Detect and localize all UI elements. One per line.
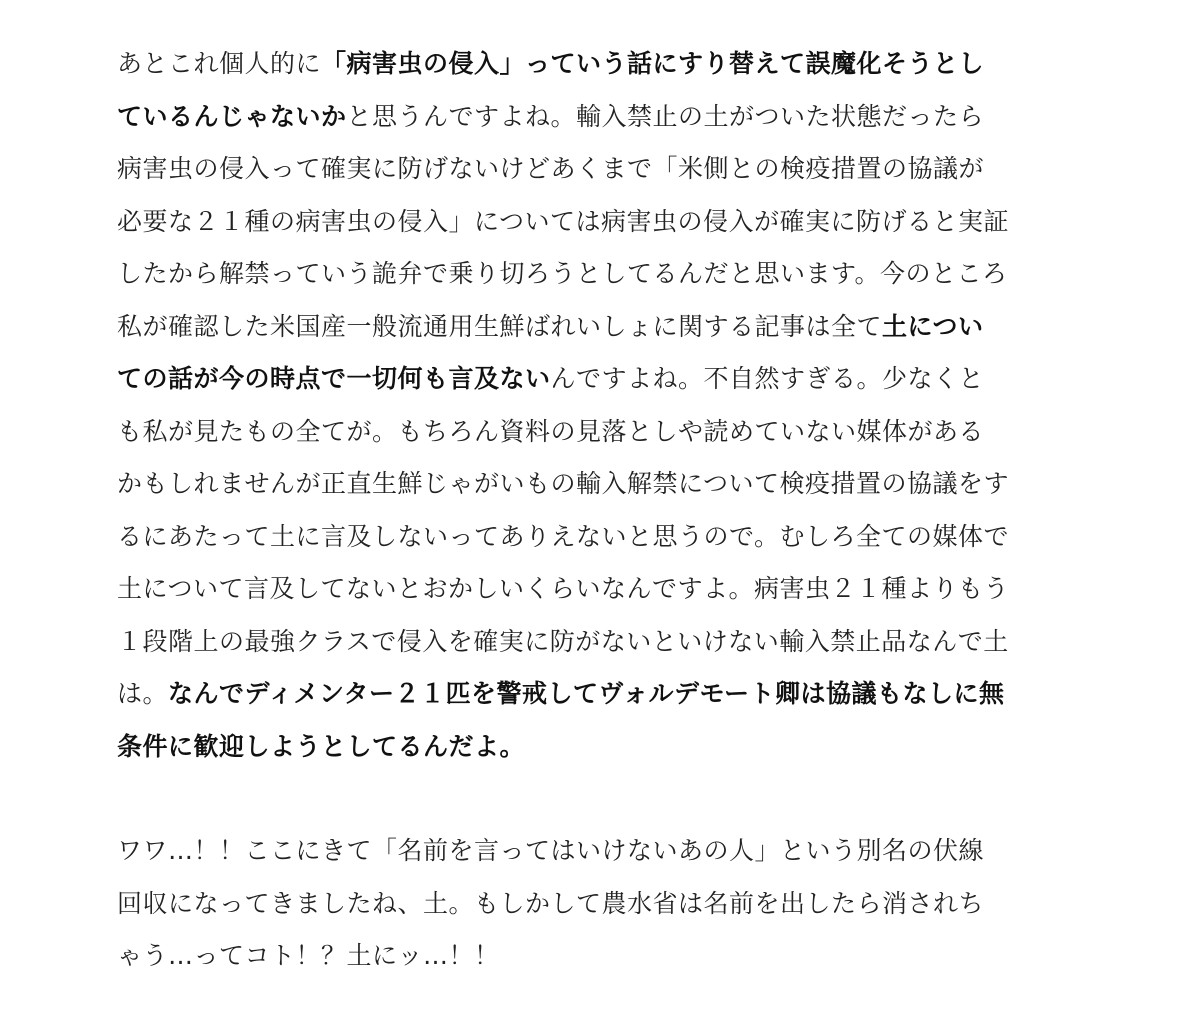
paragraph-1-bold-1: 「病害虫の侵入」っていう話にすり替えて誤魔化そうとしているんじゃないか [117,49,985,131]
article-body [117,38,1009,983]
paragraph-1-text-3: んですよね。不自然すぎる。少なくとも私が見たもの全てが。もちろん資料の見落としや読めていない媒体があるかもしれませんが正直生鮮じゃがいもの輸入解禁について検疫措置の協議をするにあたって土に言及しないってありえないと思うので。むしろ全ての媒体で土について言及してないとおかしいくらいなんですよ。病害虫２１種よりもう１段階上の最強クラスで侵入を確実に防がないといけない輸入禁止品なんで土は。 [117,364,1010,708]
paragraph-1-text-1: あとこれ個人的に [117,49,322,78]
paragraph-1 [117,38,1009,773]
paragraph-2-text: ワワ…！！ここにきて「名前を言ってはいけないあの人」という別名の伏線回収になってきましたね、土。もしかして農水省は名前を出したら消されちゃう…ってコト！？土にッ…！！ [117,836,985,970]
paragraph-1-bold-2: 土についての話が今の時点で一切何も言及ない [117,311,984,393]
paragraph-1-bold-3: なんでディメンター２１匹を警戒してヴォルデモート卿は協議もなしに無条件に歓迎しようとしてるんだよ。 [117,679,1005,761]
paragraph-2 [117,825,1009,983]
paragraph-1-text-2: と思うんですよね。輸入禁止の土がついた状態だったら病害虫の侵入って確実に防げないけどあくまで「米側との検疫措置の協議が必要な２１種の病害虫の侵入」については病害虫の侵入が確実に防げると実証したから解禁っていう詭弁で乗り切ろうとしてるんだと思います。今のところ私が確認した米国産一般流通用生鮮ばれいしょに関する記事は全て [117,101,1010,341]
